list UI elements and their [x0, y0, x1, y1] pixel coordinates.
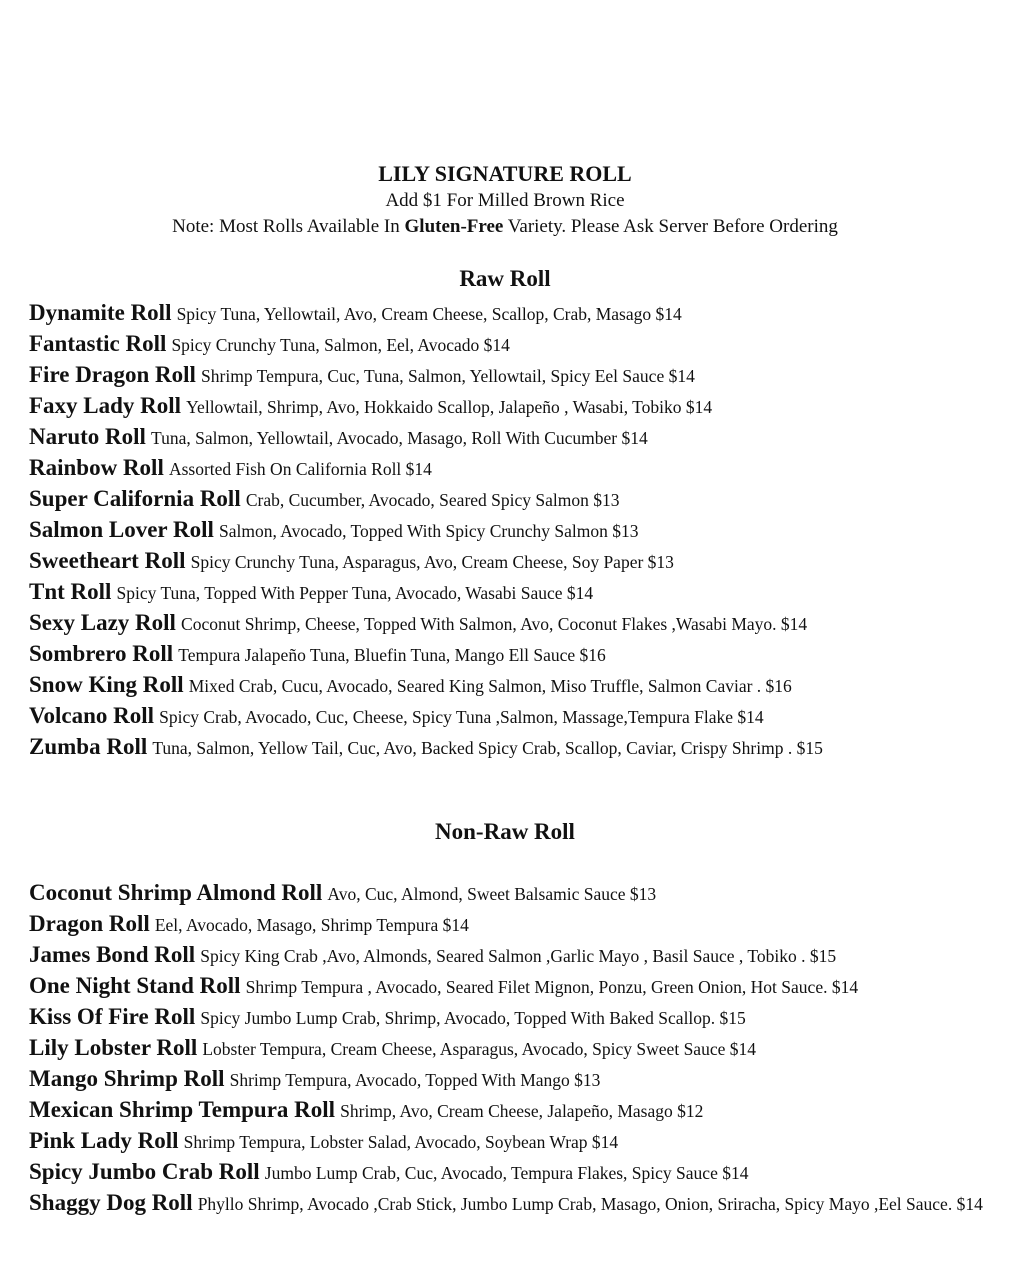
item-name: James Bond Roll: [29, 942, 196, 967]
item-name: Naruto Roll: [29, 424, 146, 449]
item-description: Spicy King Crab ,Avo, Almonds, Seared Salmon ,Garlic Mayo , Basil Sauce , Tobiko . $15: [200, 946, 837, 966]
item-description: Lobster Tempura, Cream Cheese, Asparagus, Avocado, Spicy Sweet Sauce $14: [202, 1039, 756, 1059]
item-name: Dragon Roll: [29, 911, 150, 936]
menu-item: [29, 545, 994, 576]
item-name: Pink Lady Roll: [29, 1128, 179, 1153]
menu-item: [29, 483, 994, 514]
menu-item: [29, 359, 994, 390]
menu-item: [29, 877, 994, 908]
item-name: Rainbow Roll: [29, 455, 164, 480]
item-name: Kiss Of Fire Roll: [29, 1004, 196, 1029]
brown-rice-note: Add $1 For Milled Brown Rice: [385, 190, 625, 211]
note-suffix: Variety. Please Ask Server Before Ordering: [503, 216, 838, 237]
note-bold: Gluten-Free: [404, 216, 504, 237]
menu-item: [29, 514, 994, 545]
item-description: Spicy Crunchy Tuna, Asparagus, Avo, Cream Cheese, Soy Paper $13: [190, 552, 674, 572]
item-name: One Night Stand Roll: [29, 973, 241, 998]
item-name: Salmon Lover Roll: [29, 517, 214, 542]
item-description: Tuna, Salmon, Yellowtail, Avocado, Masago, Roll With Cucumber $14: [151, 428, 648, 448]
menu-item: [29, 1125, 994, 1156]
item-name: Lily Lobster Roll: [29, 1035, 198, 1060]
non-raw-roll-list: [29, 877, 994, 1218]
menu-item: [29, 970, 994, 1001]
menu-item: [29, 1156, 994, 1187]
item-name: Mexican Shrimp Tempura Roll: [29, 1097, 336, 1122]
menu-item: [29, 607, 994, 638]
item-name: Sexy Lazy Roll: [29, 610, 176, 635]
item-description: Shrimp Tempura , Avocado, Seared Filet Mignon, Ponzu, Green Onion, Hot Sauce. $14: [245, 977, 859, 997]
item-description: Spicy Jumbo Lump Crab, Shrimp, Avocado, Topped With Baked Scallop. $15: [200, 1008, 746, 1028]
menu-item: [29, 390, 994, 421]
item-name: Spicy Jumbo Crab Roll: [29, 1159, 260, 1184]
menu-item: [29, 421, 994, 452]
menu-item: [29, 669, 994, 700]
item-description: Crab, Cucumber, Avocado, Seared Spicy Salmon $13: [245, 490, 620, 510]
menu-item: [29, 452, 994, 483]
item-name: Dynamite Roll: [29, 300, 172, 325]
item-name: Super California Roll: [29, 486, 241, 511]
menu-item: [29, 731, 994, 762]
item-name: Sweetheart Roll: [29, 548, 186, 573]
menu-item: [29, 328, 994, 359]
item-description: Shrimp Tempura, Cuc, Tuna, Salmon, Yellowtail, Spicy Eel Sauce $14: [201, 366, 695, 386]
menu-item: [29, 297, 994, 328]
item-name: Zumba Roll: [29, 734, 148, 759]
item-name: Sombrero Roll: [29, 641, 174, 666]
menu-item: [29, 638, 994, 669]
menu-item: [29, 908, 994, 939]
item-name: Volcano Roll: [29, 703, 155, 728]
item-description: Assorted Fish On California Roll $14: [168, 459, 432, 479]
item-description: Shrimp, Avo, Cream Cheese, Jalapeño, Masago $12: [340, 1101, 704, 1121]
item-description: Shrimp Tempura, Lobster Salad, Avocado, Soybean Wrap $14: [183, 1132, 619, 1152]
menu-header: [0, 160, 1010, 240]
non-raw-roll-heading: Non-Raw Roll: [435, 819, 575, 844]
item-description: Yellowtail, Shrimp, Avo, Hokkaido Scallop, Jalapeño , Wasabi, Tobiko $14: [186, 397, 713, 417]
item-description: Eel, Avocado, Masago, Shrimp Tempura $14: [154, 915, 469, 935]
item-description: Mixed Crab, Cucu, Avocado, Seared King Salmon, Miso Truffle, Salmon Caviar . $16: [188, 676, 792, 696]
menu-item: [29, 576, 994, 607]
menu-item: [29, 939, 994, 970]
item-name: Snow King Roll: [29, 672, 184, 697]
item-name: Coconut Shrimp Almond Roll: [29, 880, 323, 905]
raw-roll-heading: Raw Roll: [459, 266, 551, 291]
item-name: Fantastic Roll: [29, 331, 167, 356]
item-description: Spicy Crab, Avocado, Cuc, Cheese, Spicy Tuna ,Salmon, Massage,Tempura Flake $14: [159, 707, 764, 727]
menu-item: [29, 1094, 994, 1125]
item-description: Shrimp Tempura, Avocado, Topped With Mango $13: [229, 1070, 601, 1090]
item-description: Coconut Shrimp, Cheese, Topped With Salmon, Avo, Coconut Flakes ,Wasabi Mayo. $14: [181, 614, 808, 634]
menu-item: [29, 1187, 994, 1218]
item-name: Mango Shrimp Roll: [29, 1066, 225, 1091]
menu-title: LILY SIGNATURE ROLL: [378, 161, 632, 186]
menu-item: [29, 1032, 994, 1063]
item-name: Tnt Roll: [29, 579, 112, 604]
item-description: Tempura Jalapeño Tuna, Bluefin Tuna, Mango Ell Sauce $16: [178, 645, 606, 665]
item-description: Tuna, Salmon, Yellow Tail, Cuc, Avo, Backed Spicy Crab, Scallop, Caviar, Crispy Shrimp . $15: [152, 738, 823, 758]
item-description: Phyllo Shrimp, Avocado ,Crab Stick, Jumbo Lump Crab, Masago, Onion, Sriracha, Spicy Mayo ,Eel Sauce. $14: [197, 1194, 983, 1214]
note-prefix: Note: Most Rolls Available In: [172, 216, 405, 237]
raw-roll-list: [29, 297, 994, 762]
item-name: Fire Dragon Roll: [29, 362, 196, 387]
menu-item: [29, 1063, 994, 1094]
item-description: Spicy Tuna, Topped With Pepper Tuna, Avocado, Wasabi Sauce $14: [116, 583, 594, 603]
item-name: Shaggy Dog Roll: [29, 1190, 193, 1215]
item-description: Spicy Tuna, Yellowtail, Avo, Cream Cheese, Scallop, Crab, Masago $14: [176, 304, 682, 324]
item-description: Salmon, Avocado, Topped With Spicy Crunchy Salmon $13: [218, 521, 639, 541]
item-name: Faxy Lady Roll: [29, 393, 182, 418]
item-description: Jumbo Lump Crab, Cuc, Avocado, Tempura Flakes, Spicy Sauce $14: [264, 1163, 749, 1183]
item-description: Spicy Crunchy Tuna, Salmon, Eel, Avocado $14: [171, 335, 510, 355]
gluten-free-note: [0, 214, 1010, 240]
menu-item: [29, 1001, 994, 1032]
item-description: Avo, Cuc, Almond, Sweet Balsamic Sauce $13: [327, 884, 657, 904]
menu-item: [29, 700, 994, 731]
